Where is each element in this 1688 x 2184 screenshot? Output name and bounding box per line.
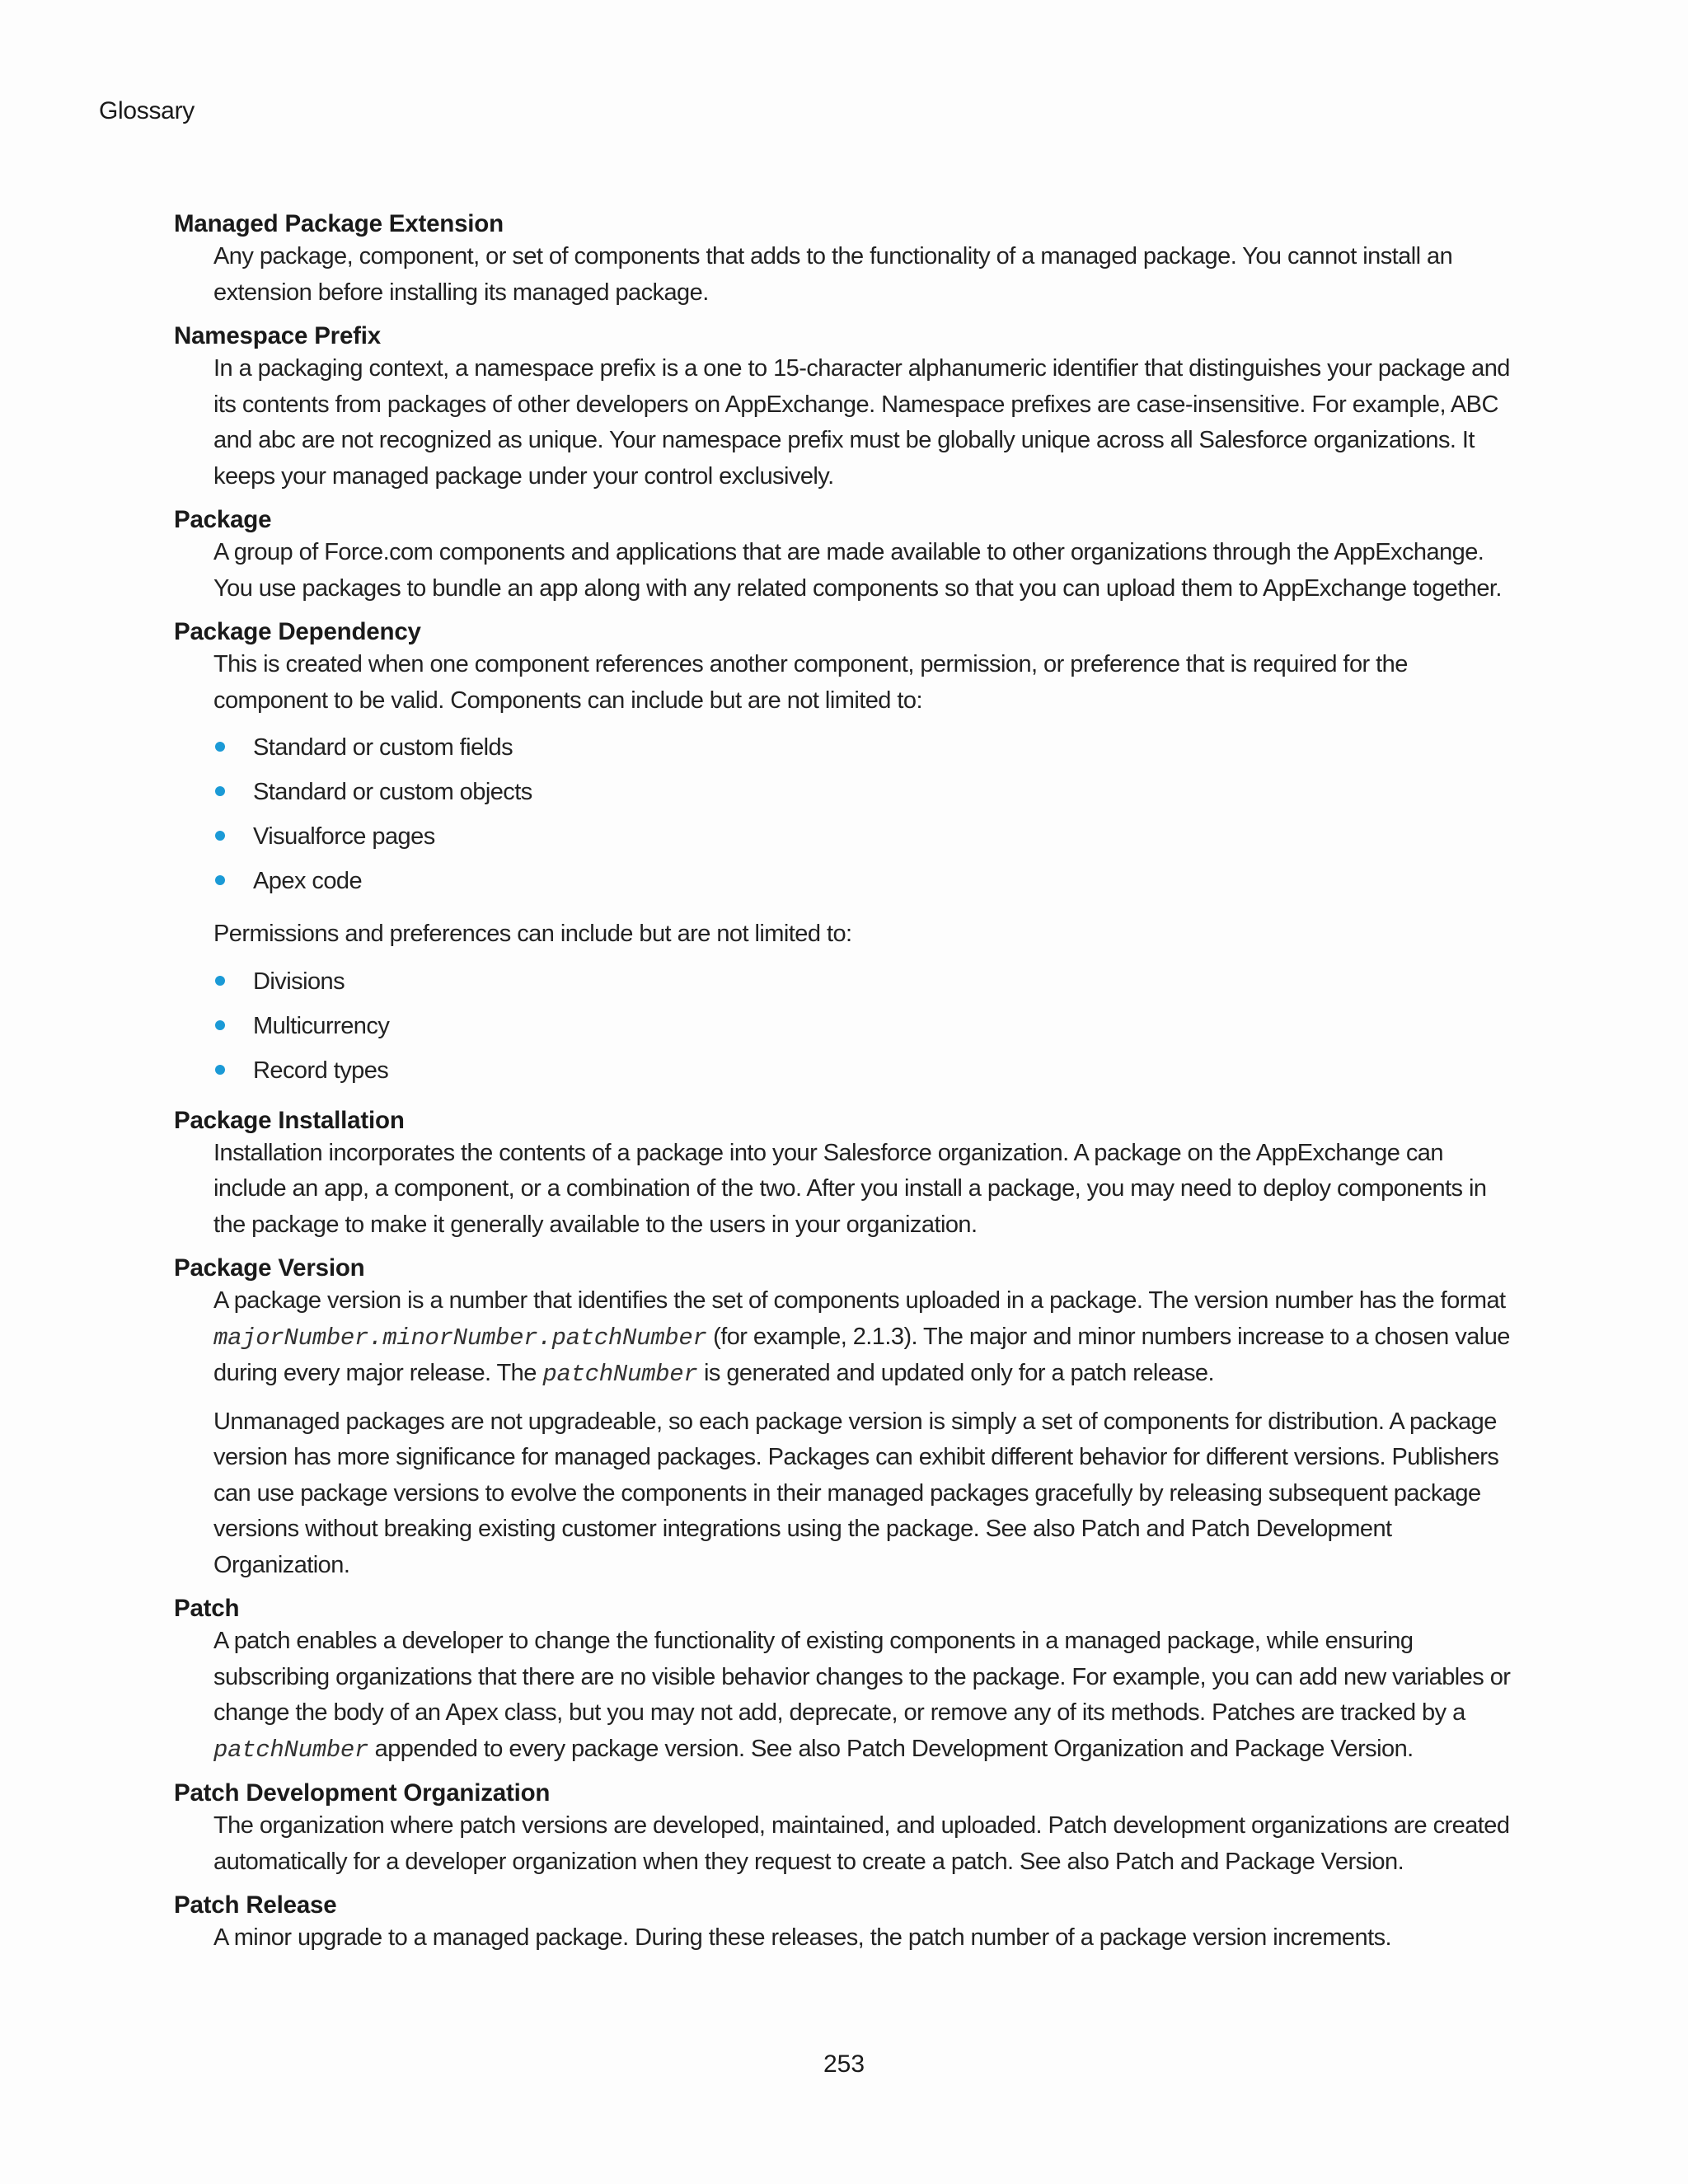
glossary-term: Package Version xyxy=(174,1254,365,1282)
page-number: 253 xyxy=(823,2050,865,2078)
glossary-entry xyxy=(174,1779,1517,1880)
glossary-term: Managed Package Extension xyxy=(174,210,504,237)
glossary-definition: Any package, component, or set of components that adds to the functionality of a managed package. You cannot install an extension before installing its managed package. xyxy=(213,243,1453,306)
bullet-icon xyxy=(215,831,225,841)
glossary-entry xyxy=(174,1254,1517,1583)
bullet-icon xyxy=(215,786,225,796)
glossary-term: Package Dependency xyxy=(174,618,421,645)
glossary-definition: A group of Force.com components and applications that are made available to other organizations through the AppExchange. You use packages to bundle an app along with any related components so that you can upload them to AppExchange together. xyxy=(213,539,1502,602)
list-item: Divisions xyxy=(213,964,1517,1009)
bullet-icon xyxy=(215,1065,225,1075)
glossary-entry xyxy=(174,1891,1517,1957)
bullet-icon xyxy=(215,742,225,752)
glossary-definition: A patch enables a developer to change the functionality of existing components in a managed package, while ensuring subscribing organizations that there are no visible behavior changes to the package. For example, you can add new variables or change the body of an Apex class, but you may not add, deprecate, or remove any of its methods. Patches are tracked by a patchNumber appended to every package version. See also Patch Development Organization and Package Version. xyxy=(213,1628,1511,1764)
glossary-definition: A minor upgrade to a managed package. During these releases, the patch number of a package version increments. xyxy=(213,1924,1392,1951)
glossary-entry xyxy=(174,321,1517,494)
glossary-definition: A package version is a number that identifies the set of components uploaded in a package. The version number has the format majorNumber.minorNumber.patchNumber (for example, 2.1.3). The major and minor numbers increase to a chosen value during every major release. The patchNumber is generated and updated only for a patch release. Unmanaged packages are not upgradeable, so each package version is simply a set of components for distribution. A package version has more significance for managed packages. Packages can exhibit different behavior for different versions. Publishers can use package versions to evolve the components in their managed packages gracefully by releasing subsequent package versions without breaking existing customer integrations using the package. See also Patch and Patch Development Organization. xyxy=(213,1287,1510,1578)
glossary-entry xyxy=(174,505,1517,607)
glossary-definition: This is created when one component references another component, permission, or preference that is required for the component to be valid. Components can include but are not limited to: Standard or custom fields Standard or custom objects Visualforce pages Apex code Permissions and preferences can include but are not limited to: Divisions Multicurrency Record types xyxy=(213,647,1517,1098)
bullet-icon xyxy=(215,1020,225,1030)
glossary-entry xyxy=(174,1106,1517,1244)
bullet-icon xyxy=(215,976,225,986)
glossary-definition: Installation incorporates the contents of a package into your Salesforce organization. A package on the AppExchange can include an app, a component, or a combination of the two. After you install a package, you may need to deploy components in the package to make it generally available to the users in your organization. xyxy=(213,1139,1487,1238)
glossary-entry xyxy=(174,209,1517,311)
glossary-term: Patch Development Organization xyxy=(174,1779,551,1807)
glossary-term: Package xyxy=(174,506,272,533)
list-item: Multicurrency xyxy=(213,1009,1517,1053)
code-literal: majorNumber.minorNumber.patchNumber xyxy=(213,1324,707,1352)
glossary-term: Namespace Prefix xyxy=(174,322,381,349)
permission-list xyxy=(213,964,1517,1098)
code-literal: patchNumber xyxy=(213,1736,369,1764)
list-item: Apex code xyxy=(213,864,1517,908)
glossary-definition: In a packaging context, a namespace prefix is a one to 15-character alphanumeric identifier that distinguishes your package and its contents from packages of other developers on AppExchange. Namespace prefixes are case-insensitive. For example, ABC and abc are not recognized as unique. Your namespace prefix must be globally unique across all Salesforce organizations. It keeps your managed package under your control exclusively. xyxy=(213,355,1510,490)
glossary-entry xyxy=(174,1594,1517,1768)
glossary-definition: The organization where patch versions are developed, maintained, and uploaded. Patch development organizations are created automatically for a developer organization when they request to create a patch. See also Patch and Package Version. xyxy=(213,1812,1510,1875)
running-header: Glossary xyxy=(99,97,195,124)
glossary-term: Package Installation xyxy=(174,1106,405,1134)
list-item: Visualforce pages xyxy=(213,819,1517,864)
component-list xyxy=(213,730,1517,908)
glossary-content xyxy=(174,209,1517,1957)
list-item: Standard or custom fields xyxy=(213,730,1517,775)
list-item: Standard or custom objects xyxy=(213,775,1517,819)
bullet-icon xyxy=(215,875,225,885)
glossary-term: Patch Release xyxy=(174,1891,337,1919)
glossary-entry xyxy=(174,617,1517,1098)
code-literal: patchNumber xyxy=(542,1361,698,1388)
list-item: Record types xyxy=(213,1053,1517,1098)
glossary-term: Patch xyxy=(174,1595,240,1622)
